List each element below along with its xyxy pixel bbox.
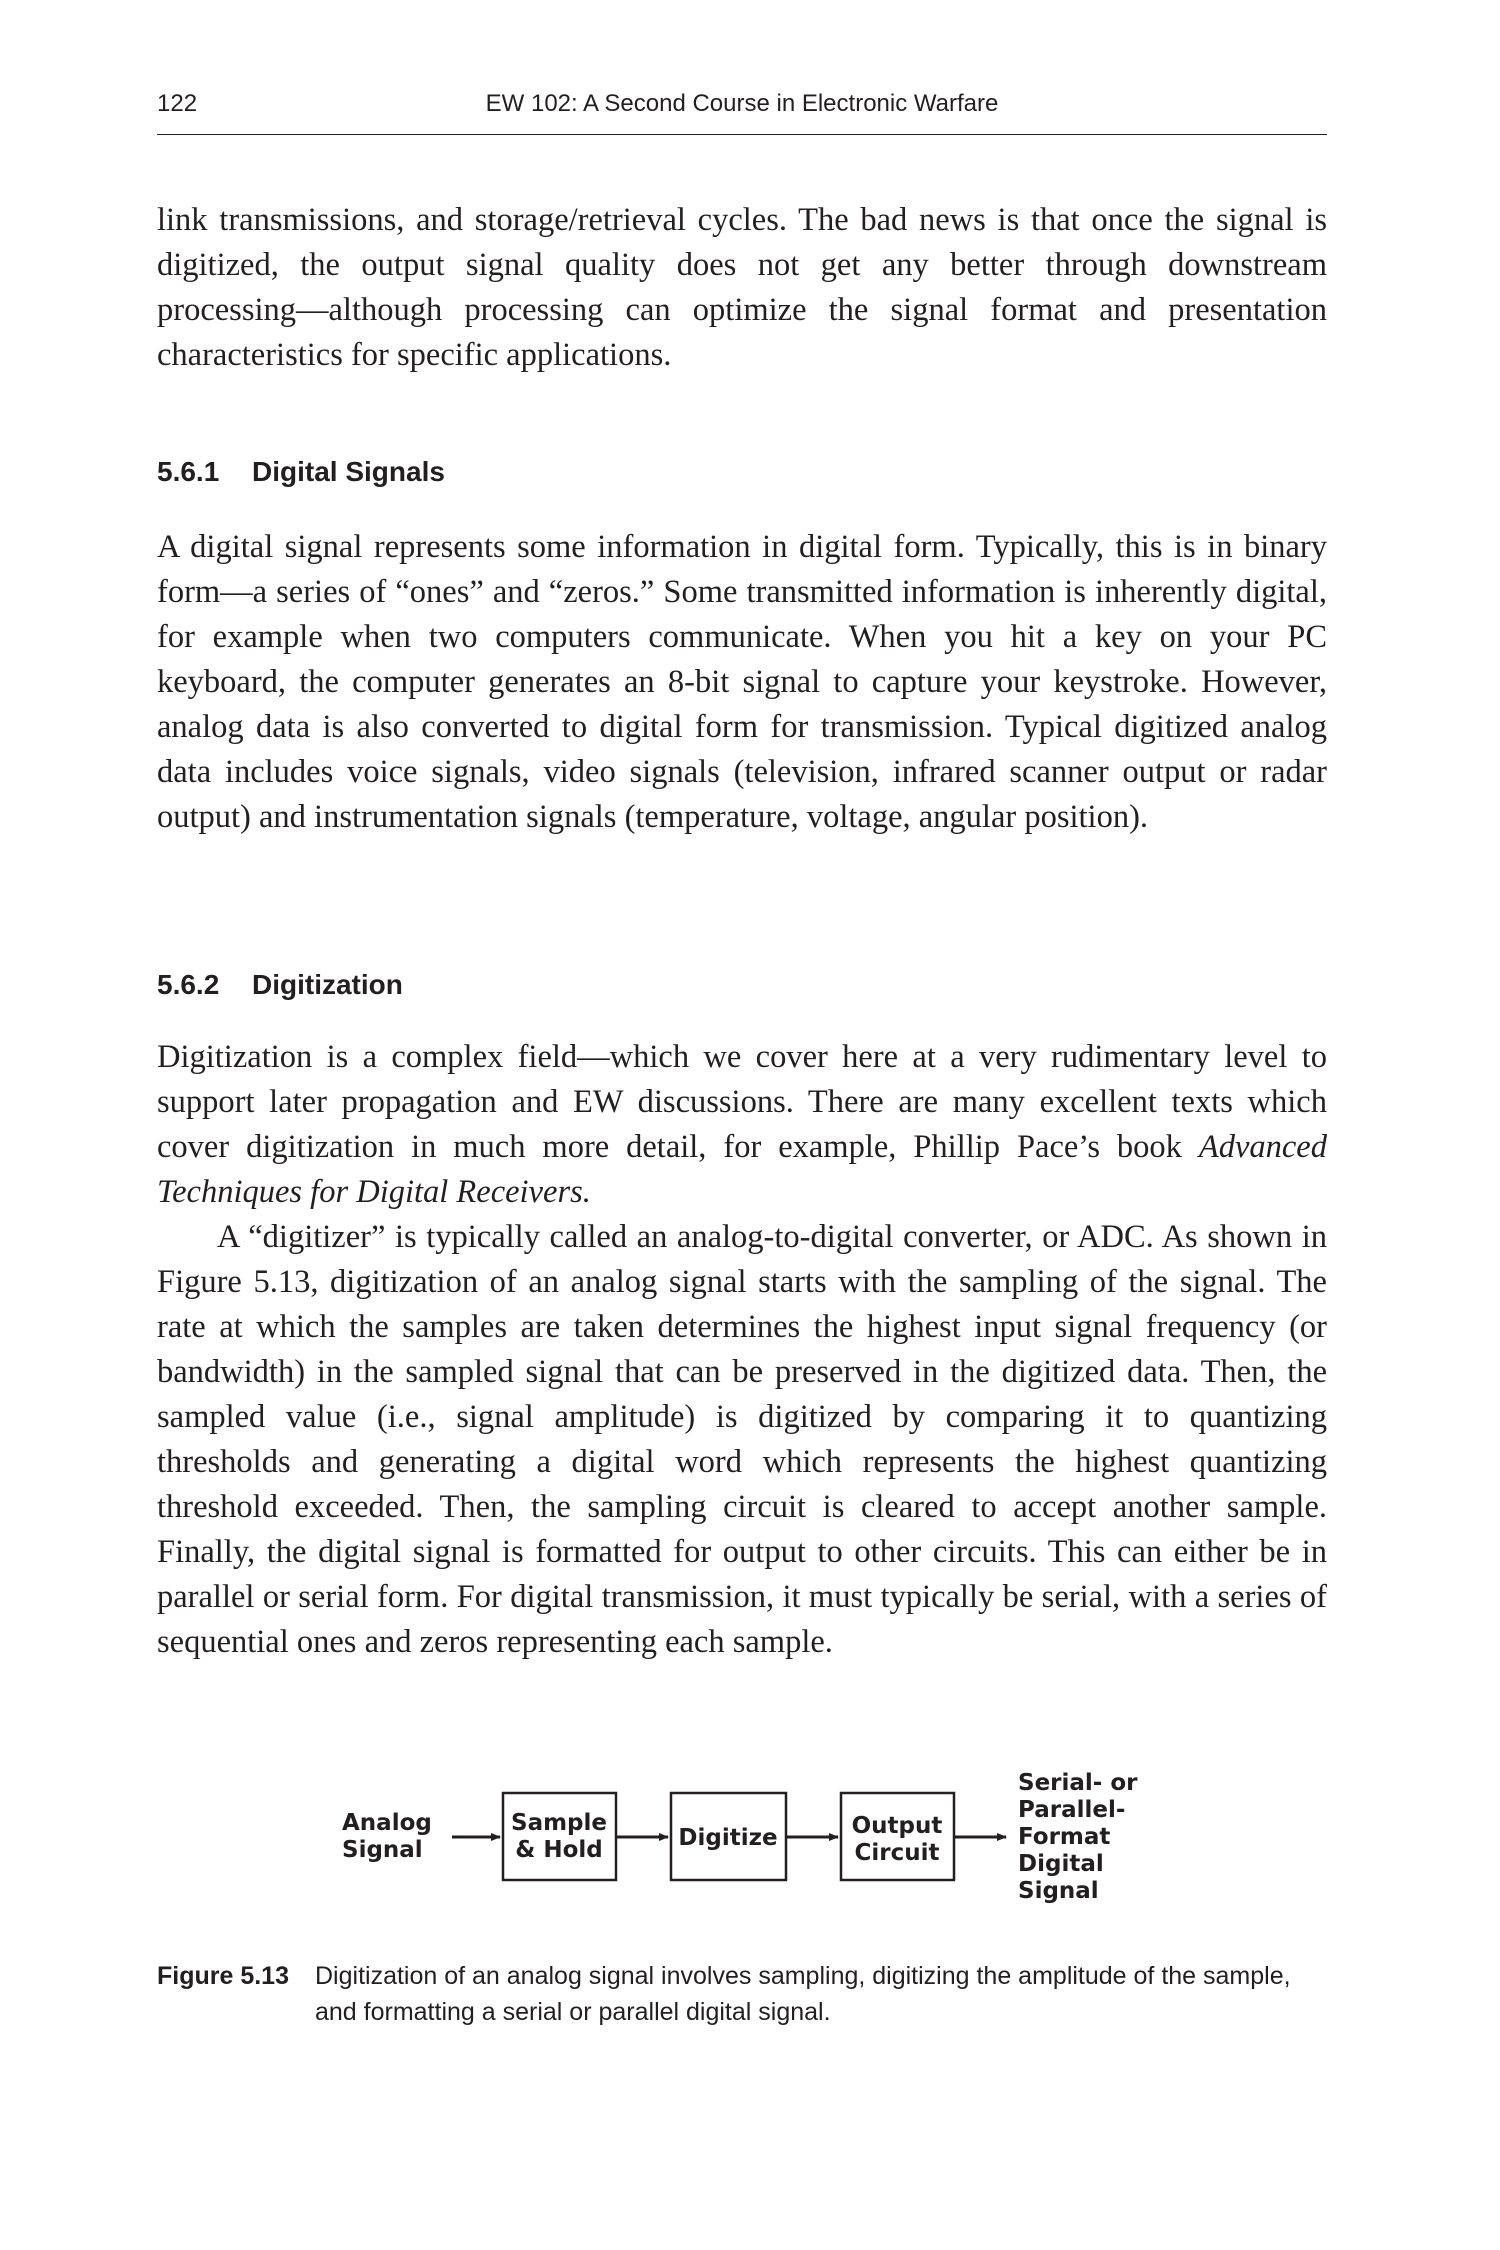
block-sample-hold-line1: Sample bbox=[511, 1810, 607, 1836]
running-title: EW 102: A Second Course in Electronic Warfare bbox=[485, 90, 999, 117]
paragraph-1: link transmissions, and storage/retrieval cycles. The bad news is that once the signal is digitized, the output signal quality does not get any better through downstream processing—although processing can optimize the signal format and presentation characteristics for specific applications. bbox=[157, 202, 1327, 373]
block-output-circuit bbox=[841, 1793, 954, 1880]
block-output-circuit-line2: Circuit bbox=[854, 1840, 940, 1866]
section-title: Digitization bbox=[252, 969, 403, 1000]
block-output-circuit-line1: Output bbox=[851, 1813, 943, 1839]
paragraph-4: A “digitizer” is typically called an analog-to-digital converter, or ADC. As shown in Figure 5.13, digitization of an analog signal starts with the sampling of the signal. The rate at which the samples are taken determines the highest input signal frequency (or bandwidth) in the sampled signal that can be preserved in the digitized data. Then, the sampled value (i.e., signal amplitude) is digitized by comparing it to quantizing thresholds and generating a digital word which represents the highest quantizing threshold exceeded. Then, the sampling circuit is cleared to accept another sample. Finally, the digital signal is formatted for output to other circuits. This can either be in parallel or serial form. For digital transmission, it must typically be serial, with a series of sequential ones and zeros representing each sample. bbox=[157, 1219, 1327, 1660]
caption-label: Figure 5.13 bbox=[157, 1962, 289, 1990]
input-label-line1: Analog bbox=[342, 1810, 432, 1836]
caption-text: Digitization of an analog signal involves sampling, digitizing the amplitude of the sample, and formatting a serial or parallel digital signal. bbox=[315, 1962, 1291, 2026]
section-heading-digital-signals bbox=[157, 456, 445, 488]
block-sample-hold-line2: & Hold bbox=[515, 1837, 603, 1863]
paragraph-2: A digital signal represents some information in digital form. Typically, this is in binary form—a series of “ones” and “zeros.” Some transmitted information is inherently digital, for example when two computers communicate. When you hit a key on your PC keyboard, the computer generates an 8-bit signal to capture your keystroke. However, analog data is also converted to digital form for transmission. Typical digitized analog data includes voice signals, video signals (television, infrared scanner output or radar output) and instrumentation signals (temperature, voltage, angular position). bbox=[157, 529, 1327, 835]
block-digitize bbox=[671, 1793, 786, 1880]
section-number: 5.6.1 bbox=[157, 456, 220, 487]
section-number: 5.6.2 bbox=[157, 969, 220, 1000]
output-label-line1: Serial- or bbox=[1018, 1770, 1138, 1796]
block-sample-hold bbox=[503, 1793, 616, 1880]
section-heading-digitization bbox=[157, 969, 403, 1001]
section-title: Digital Signals bbox=[252, 456, 445, 487]
output-label-line3: Format bbox=[1018, 1824, 1111, 1850]
input-label-line2: Signal bbox=[342, 1837, 423, 1863]
paragraph-3 bbox=[157, 1035, 1327, 1215]
book-title: Advanced Techniques for Digital Receivers. bbox=[157, 1129, 1327, 1210]
page-header bbox=[157, 84, 1327, 135]
paragraph-3-text: Digitization is a complex field—which we cover here at a very rudimentary level to support later propagation and EW discussions. There are many excellent texts which cover digitization in much more detail, for example, Phillip Pace’s book bbox=[157, 1039, 1327, 1165]
output-label-line4: Digital bbox=[1018, 1851, 1104, 1877]
output-label-line2: Parallel- bbox=[1018, 1797, 1126, 1823]
output-label-line5: Signal bbox=[1018, 1878, 1099, 1904]
page-number: 122 bbox=[157, 90, 198, 117]
block-digitize-label: Digitize bbox=[678, 1825, 778, 1851]
figure-caption bbox=[157, 1958, 1332, 2030]
